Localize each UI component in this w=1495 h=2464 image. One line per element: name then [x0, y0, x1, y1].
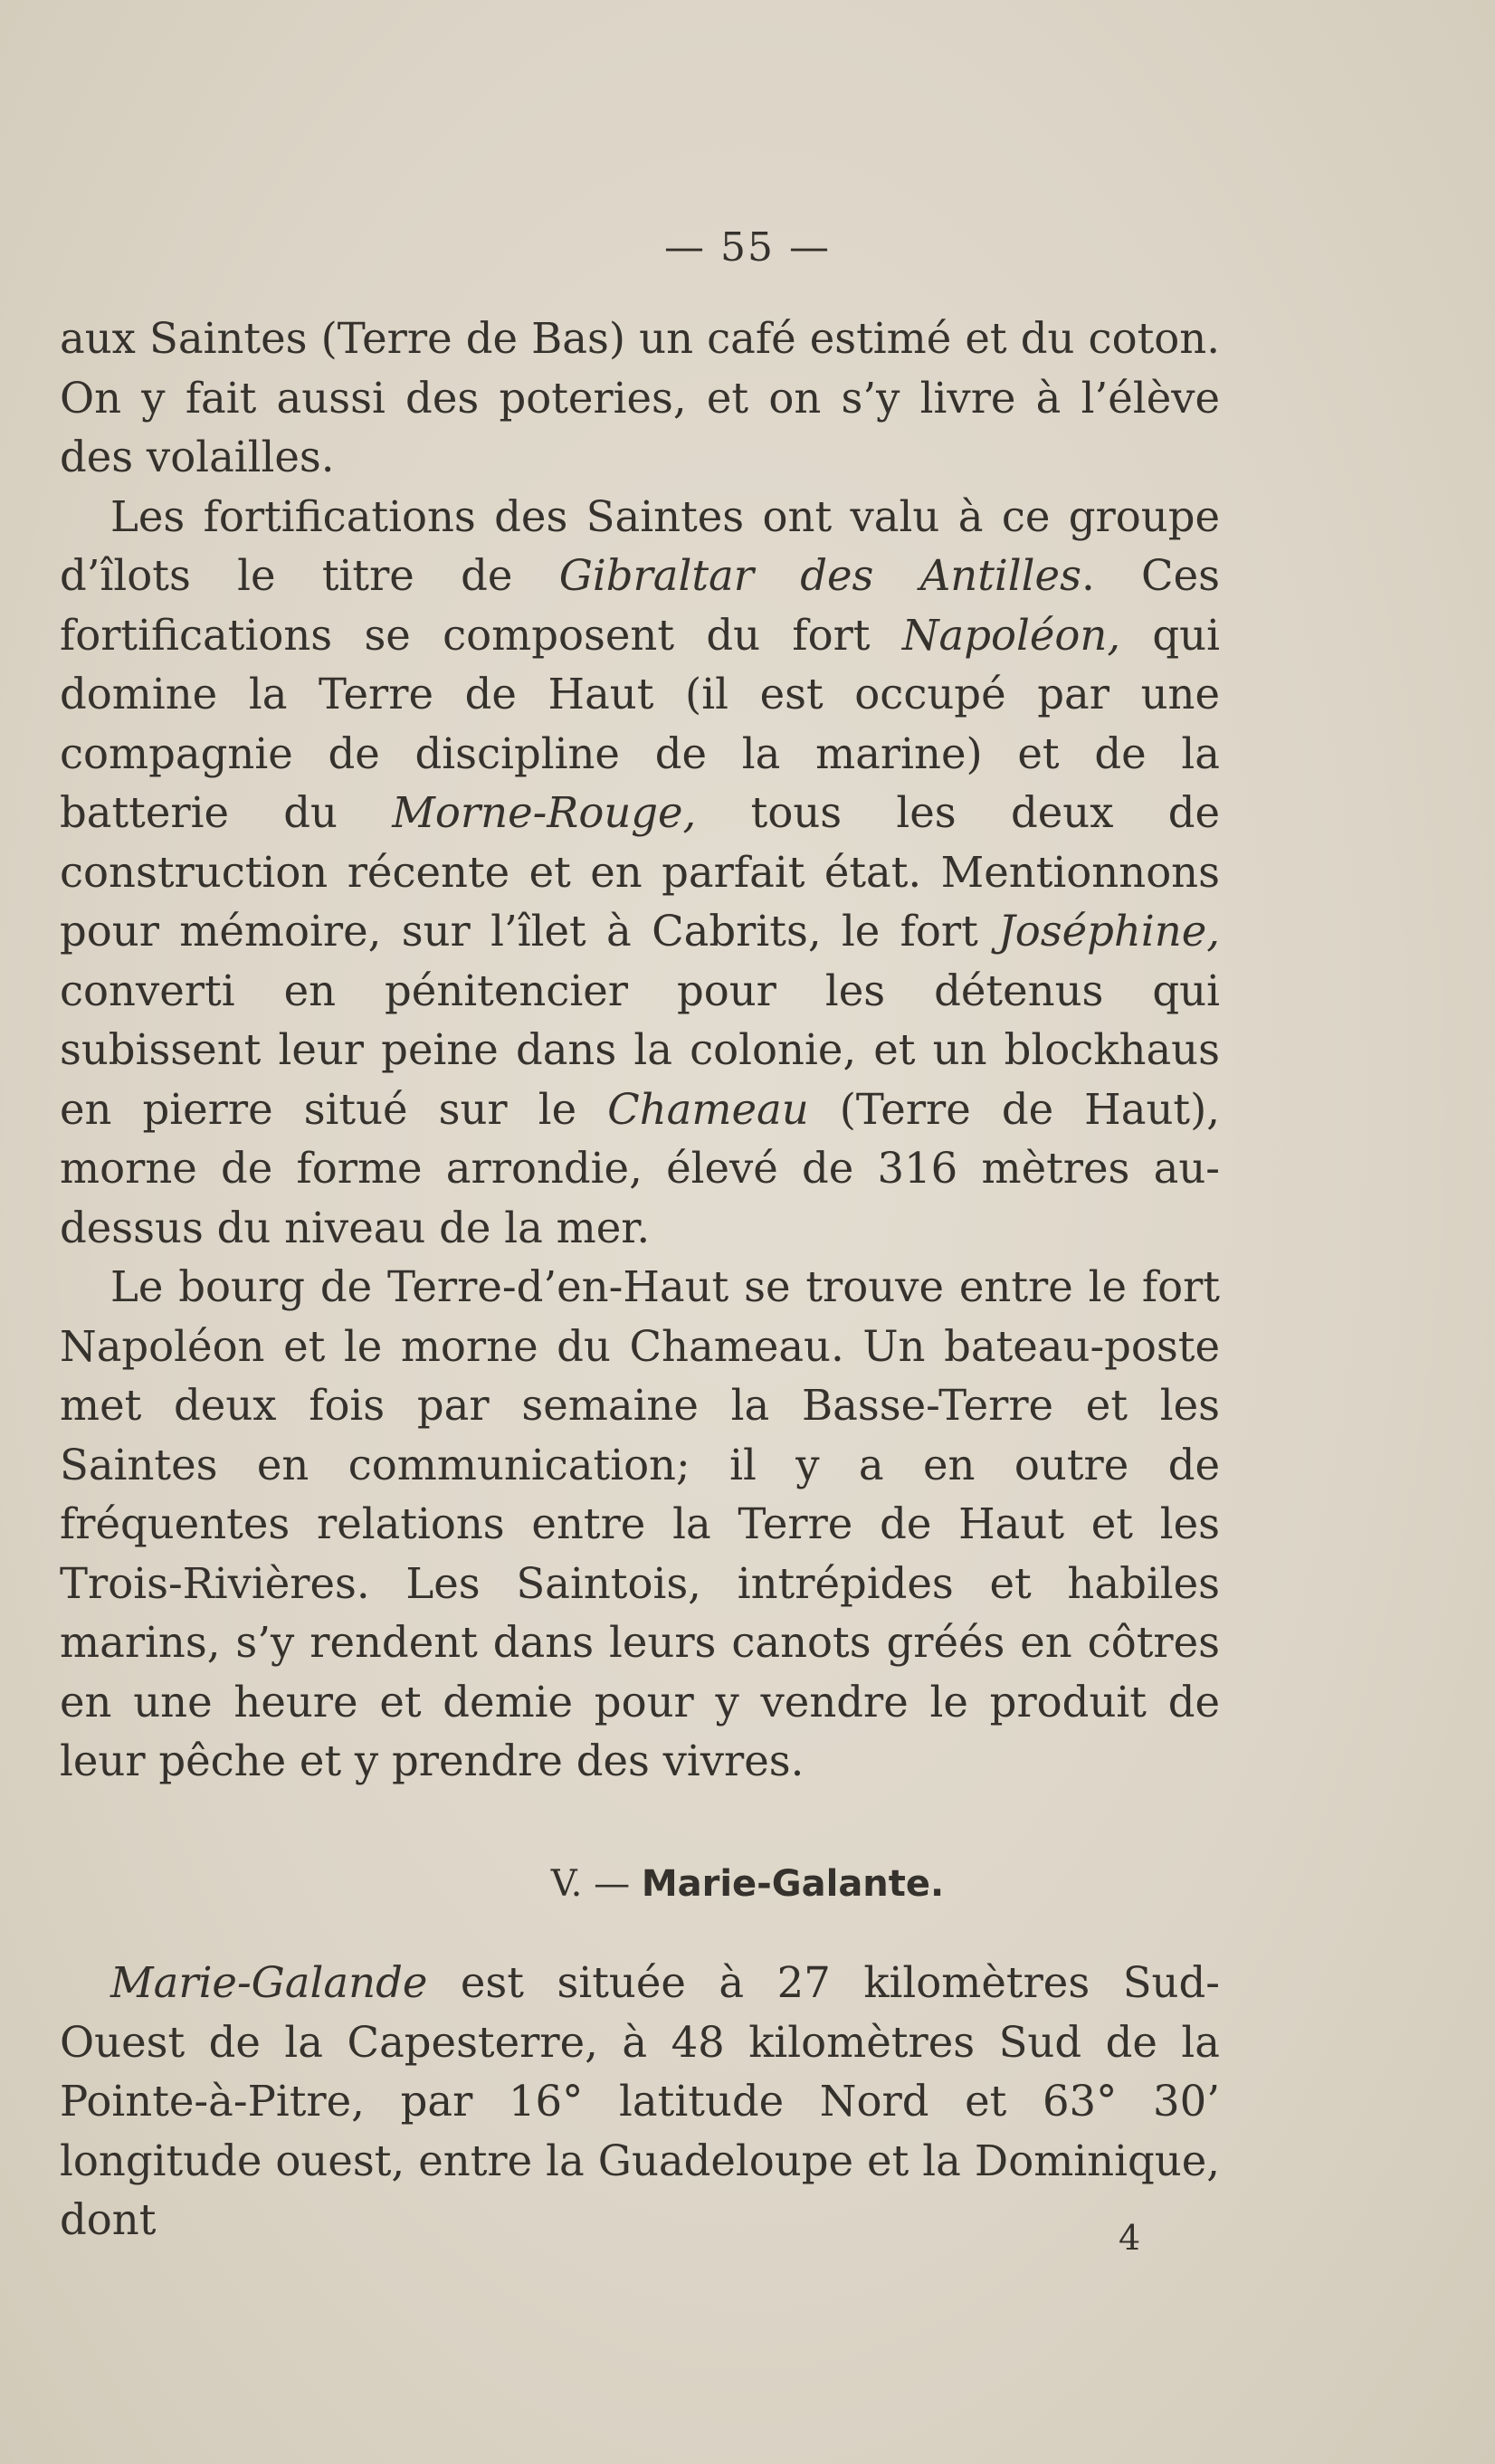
paragraph-2-text-5: converti en pénitencier pour les détenus qui subissent leur peine dans la colonie, et un blockhaus en pierre situé sur le — [60, 966, 1220, 1134]
italic-josephine: Joséphine, — [998, 907, 1220, 956]
italic-chameau: Chameau — [607, 1084, 809, 1134]
section-name: Marie-Galante. — [641, 1863, 945, 1905]
paragraph-1: aux Saintes (Terre de Bas) un café estimé et du coton. On y fait aussi des poteries, et on s’y livre à l’élève des volailles. — [60, 314, 1220, 481]
paragraph-3: Le bourg de Terre-d’en-Haut se trouve entre le fort Napoléon et le morne du Chameau. Un bateau-poste met deux fois par semaine la Basse-Terre et les Saintes en communication; il y a en outre de fréquentes relations entre la Terre de Haut et les Trois-Rivières. Les Saintois, intrépides et habiles marins, s’y rendent dans leurs canots gréés en côtres en une heure et demie pour y vendre le produit de leur pêche et y prendre des vivres. — [60, 1262, 1220, 1785]
paragraph-2-text-2: . Ces fortifications se composent du fort — [60, 551, 1220, 660]
paragraph-2-text-1: Les fortifications des Saintes ont valu à ce groupe d’îlots le titre de — [60, 491, 1220, 600]
text-block-marie-galante — [60, 1954, 1220, 2250]
paragraph-4-text: est située à 27 kilomètres Sud-Ouest de la Capesterre, à 48 kilomètres Sud de la Pointe-à-Pitre, par 16° latitude Nord et 63° 30’ longitude ouest, entre la Guadeloupe et la Dominique, dont — [60, 1958, 1220, 2244]
text-block-saintes — [60, 309, 1220, 1792]
section-heading — [0, 1860, 1495, 1907]
italic-marie-galande: Marie-Galande — [110, 1958, 428, 2007]
paragraph-2-text-6: (Terre de Haut), morne de forme arrondie, élevé de 316 mètres au-dessus du niveau de la mer. — [60, 1084, 1220, 1252]
section-prefix: V. — — [550, 1863, 642, 1905]
signature-mark: 4 — [1119, 2218, 1141, 2258]
paragraph-4 — [60, 1954, 1220, 2250]
italic-gibraltar: Gibraltar des Antilles — [558, 551, 1081, 600]
paragraph-2-text-4: tous les deux de construction récente et en parfait état. Mentionnons pour mémoire, sur l’îlet à Cabrits, le fort — [60, 788, 1220, 956]
paragraph-2 — [60, 488, 1220, 1259]
italic-napoleon: Napoléon, — [901, 610, 1121, 660]
paragraph-2-text-3: qui domine la Terre de Haut (il est occupé par une compagnie de discipline de la marine) et de la batterie du — [60, 610, 1221, 837]
italic-morne-rouge: Morne-Rouge, — [392, 788, 697, 837]
page-number: — 55 — — [664, 224, 831, 271]
